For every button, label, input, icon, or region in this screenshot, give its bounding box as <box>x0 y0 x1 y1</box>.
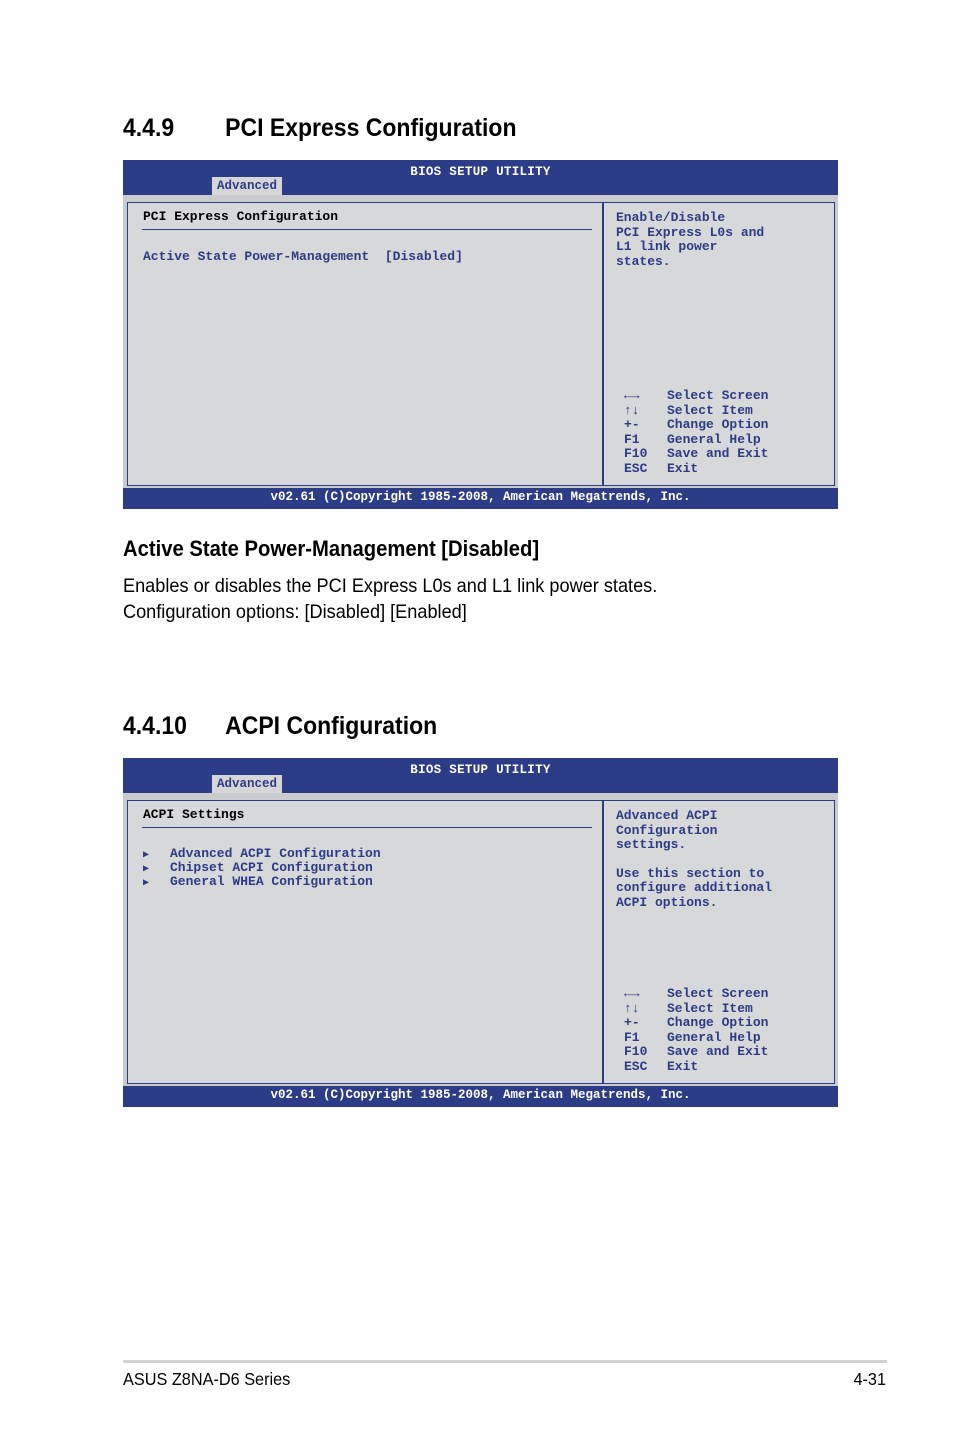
key-action: Change Option <box>667 1015 769 1030</box>
key-action: Exit <box>667 1058 699 1074</box>
section-title-pci-express <box>123 114 517 143</box>
key-row <box>624 462 768 477</box>
help-line: Configuration <box>616 822 718 838</box>
help-line: Use this section to <box>616 865 765 881</box>
help-line: configure additional <box>616 880 773 895</box>
help-line: states. <box>616 253 671 269</box>
key-arrows-up-down-icon: ↑↓ <box>624 1000 640 1016</box>
setting-active-state-power-management[interactable] <box>143 249 463 264</box>
bios-screen-acpi <box>123 758 838 1107</box>
pane-heading: ACPI Settings <box>143 807 245 822</box>
key-action: Select Item <box>667 1000 753 1016</box>
triangle-right-icon: ▶ <box>143 878 150 889</box>
footer-divider <box>123 1360 887 1363</box>
key-row <box>624 1002 768 1017</box>
key-f1: F1 <box>624 1029 640 1045</box>
key-row <box>624 418 768 433</box>
section-number: 4.4.10 <box>123 712 187 740</box>
pane-divider <box>142 229 592 230</box>
key-arrows-up-down-icon: ↑↓ <box>624 402 640 418</box>
key-esc: ESC <box>624 460 648 476</box>
bios-utility-title: BIOS SETUP UTILITY <box>410 165 551 179</box>
bios-help-pane <box>603 800 835 1084</box>
pane-divider <box>142 827 592 828</box>
key-f1: F1 <box>624 431 640 447</box>
key-esc: ESC <box>624 1058 648 1074</box>
key-action: Exit <box>667 460 699 476</box>
help-text <box>616 211 828 269</box>
submenu-label: General WHEA Configuration <box>170 874 373 889</box>
key-row <box>624 447 768 462</box>
key-arrows-left-right-icon: ←→ <box>624 388 640 403</box>
section-title-text: PCI Express Configuration <box>225 114 517 142</box>
bios-title-bar <box>123 160 838 195</box>
help-paragraph <box>616 867 828 911</box>
submenu-advanced-acpi[interactable] <box>143 847 381 861</box>
key-action: Select Screen <box>667 986 769 1001</box>
submenu-list <box>143 847 381 889</box>
key-plus-minus: +- <box>624 417 640 432</box>
key-row <box>624 987 768 1002</box>
bios-settings-pane <box>127 202 603 486</box>
key-action: Save and Exit <box>667 1044 769 1059</box>
submenu-chipset-acpi[interactable] <box>143 861 381 875</box>
key-f10: F10 <box>624 1044 648 1059</box>
tab-advanced[interactable]: Advanced <box>212 775 282 793</box>
option-heading: Active State Power-Management [Disabled] <box>123 536 540 561</box>
submenu-label: Advanced ACPI Configuration <box>170 846 381 861</box>
key-action: Select Screen <box>667 388 769 403</box>
submenu-label: Chipset ACPI Configuration <box>170 860 373 875</box>
option-config-options: Configuration options: [Disabled] [Enabled] <box>123 601 467 623</box>
footer-product-name: ASUS Z8NA-D6 Series <box>123 1369 291 1389</box>
key-action: Select Item <box>667 402 753 418</box>
bios-screen-pci-express <box>123 160 838 509</box>
bios-copyright-bar: v02.61 (C)Copyright 1985-2008, American Megatrends, Inc. <box>123 1086 838 1107</box>
pane-heading: PCI Express Configuration <box>143 209 339 224</box>
key-row <box>624 433 768 448</box>
help-line: ACPI options. <box>616 894 718 910</box>
help-paragraph <box>616 809 828 853</box>
key-f10: F10 <box>624 446 648 461</box>
bios-help-pane <box>603 202 835 486</box>
help-text <box>616 809 828 910</box>
bios-copyright-bar: v02.61 (C)Copyright 1985-2008, American Megatrends, Inc. <box>123 488 838 509</box>
help-line: PCI Express L0s and <box>616 224 765 240</box>
key-legend <box>624 389 768 476</box>
section-number: 4.4.9 <box>123 114 175 142</box>
footer-page-number: 4-31 <box>853 1369 886 1389</box>
tab-advanced[interactable]: Advanced <box>212 177 282 195</box>
help-line: Enable/Disable <box>616 210 726 225</box>
help-line: L1 link power <box>616 239 718 254</box>
key-row <box>624 1031 768 1046</box>
submenu-general-whea[interactable] <box>143 875 381 889</box>
section-title-text: ACPI Configuration <box>225 712 438 740</box>
key-arrows-left-right-icon: ←→ <box>624 986 640 1001</box>
key-row <box>624 404 768 419</box>
key-plus-minus: +- <box>624 1015 640 1030</box>
setting-value[interactable]: [Disabled] <box>384 249 463 264</box>
key-action: Save and Exit <box>667 446 769 461</box>
key-action: General Help <box>667 431 761 447</box>
triangle-right-icon: ▶ <box>143 850 150 861</box>
bios-settings-pane <box>127 800 603 1084</box>
bios-utility-title: BIOS SETUP UTILITY <box>410 763 551 777</box>
key-row <box>624 389 768 404</box>
key-row <box>624 1045 768 1060</box>
key-legend <box>624 987 768 1074</box>
setting-label: Active State Power-Management <box>143 249 370 264</box>
key-action: General Help <box>667 1029 761 1045</box>
key-row <box>624 1016 768 1031</box>
help-line: settings. <box>616 837 687 852</box>
section-title-acpi <box>123 712 437 741</box>
key-row <box>624 1060 768 1075</box>
key-action: Change Option <box>667 417 769 432</box>
triangle-right-icon: ▶ <box>143 864 150 875</box>
help-line: Advanced ACPI <box>616 808 718 823</box>
bios-title-bar <box>123 758 838 793</box>
option-description: Enables or disables the PCI Express L0s and L1 link power states. <box>123 575 658 597</box>
